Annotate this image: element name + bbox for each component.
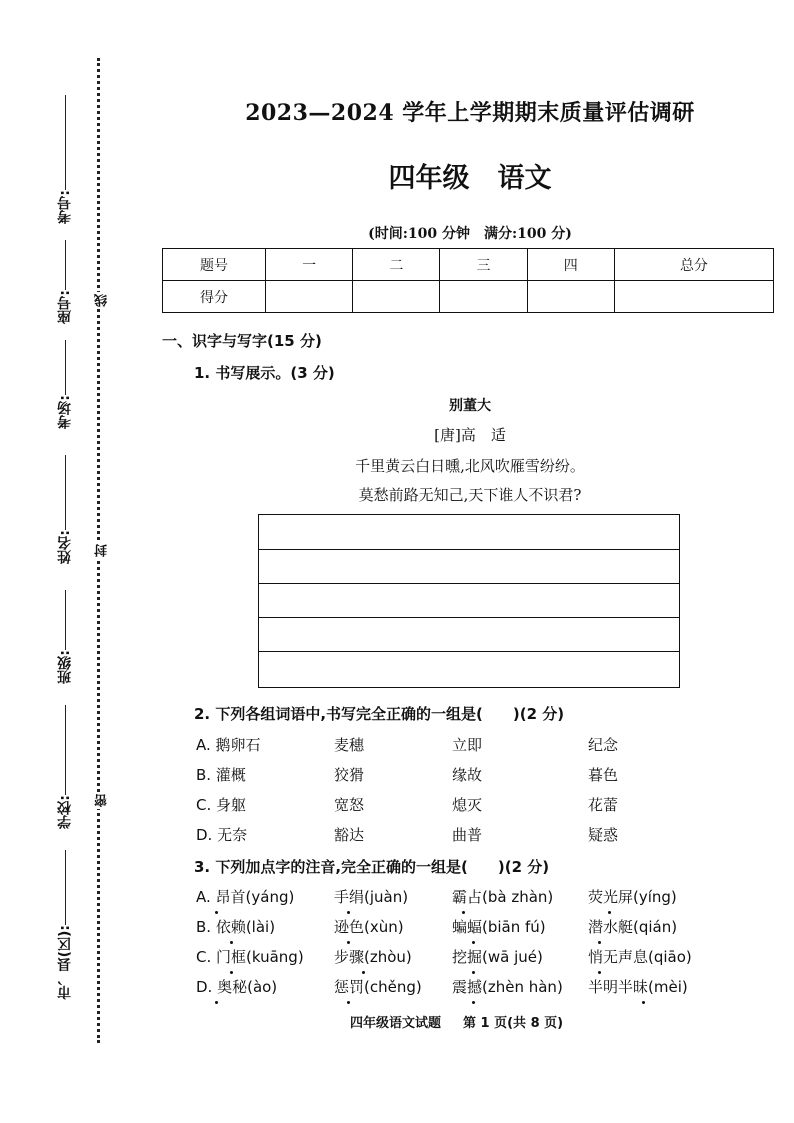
time-info: (时间:100 分钟 满分:100 分) xyxy=(368,226,572,242)
score-header-cell: 二 xyxy=(353,249,440,281)
q3-option-c[interactable] xyxy=(196,946,756,970)
option-word: D. 无奈 xyxy=(196,826,248,844)
cut-word-secret: 密 xyxy=(95,794,110,807)
option-word: D. 奥秘(ào) xyxy=(196,978,278,996)
subject-label: 语文 xyxy=(497,163,552,194)
option-word: 蝙蝠(biān fú) xyxy=(452,918,546,936)
option-word: 步骤(zhòu) xyxy=(334,948,412,966)
option-word: 震撼(zhèn hàn) xyxy=(452,978,563,996)
score-cell[interactable] xyxy=(527,281,614,313)
name-blank[interactable] xyxy=(65,455,66,530)
bind-field-school xyxy=(40,705,90,829)
option-word: 挖掘(wā jué) xyxy=(452,948,543,966)
option-word: B. 依赖(lài) xyxy=(196,918,276,936)
option-word: 缘故 xyxy=(452,766,483,784)
poem-line-1: 千里黄云白日曛,北风吹雁雪纷纷。 xyxy=(355,457,585,475)
score-header-cell: 三 xyxy=(440,249,527,281)
option-word: 花蕾 xyxy=(588,796,619,814)
name-label: 姓名: xyxy=(57,530,73,564)
question-2-prompt: 2. 下列各组词语中,书写完全正确的一组是( )(2 分) xyxy=(194,705,565,723)
option-word: 暮色 xyxy=(588,766,619,784)
score-cell[interactable] xyxy=(266,281,353,313)
q2-option-a[interactable] xyxy=(196,734,756,758)
score-row-label: 得分 xyxy=(163,281,266,313)
footer-paper-name: 四年级语文试题 xyxy=(350,1016,442,1031)
score-header-cell: 一 xyxy=(266,249,353,281)
bind-field-city-county xyxy=(40,850,90,999)
cut-word-line: 线 xyxy=(95,294,110,307)
option-word: 狡猾 xyxy=(334,766,365,784)
exam-subtitle xyxy=(320,156,620,195)
option-word: 疑惑 xyxy=(588,826,619,844)
q2-option-c[interactable] xyxy=(196,794,756,818)
writing-rule xyxy=(259,617,679,618)
exam-number-blank[interactable] xyxy=(65,95,66,190)
section-1-title: 一、识字与写字(15 分) xyxy=(162,332,322,350)
option-word: 豁达 xyxy=(334,826,365,844)
score-table-header-row xyxy=(163,249,774,281)
option-word: 熄灭 xyxy=(452,796,483,814)
bind-field-name xyxy=(40,455,90,564)
score-table xyxy=(162,248,774,313)
handwriting-box[interactable] xyxy=(258,514,680,688)
option-word: 霸占(bà zhàn) xyxy=(452,888,554,906)
option-word: 惩罚(chěng) xyxy=(334,978,422,996)
grade-label: 四年级 xyxy=(388,163,470,194)
writing-rule xyxy=(259,651,679,652)
question-3-prompt: 3. 下列加点字的注音,完全正确的一组是( )(2 分) xyxy=(194,858,550,876)
option-word: 麦穗 xyxy=(334,736,365,754)
seat-number-blank[interactable] xyxy=(65,240,66,290)
writing-rule xyxy=(259,549,679,550)
option-word: A. 鹅卵石 xyxy=(196,736,261,754)
q3-option-b[interactable] xyxy=(196,916,756,940)
footer-page-number: 第 1 页(共 8 页) xyxy=(463,1016,564,1031)
city-county-blank[interactable] xyxy=(65,850,66,925)
bind-field-seat-number xyxy=(40,240,90,324)
bind-field-class xyxy=(40,590,90,684)
exam-room-blank[interactable] xyxy=(65,340,66,395)
option-word: B. 灌概 xyxy=(196,766,246,784)
school-blank[interactable] xyxy=(65,705,66,795)
page-footer xyxy=(350,1012,563,1031)
option-word: C. 门框(kuāng) xyxy=(196,948,304,966)
option-word: 逊色(xùn) xyxy=(334,918,404,936)
exam-number-label: 考号: xyxy=(57,190,73,224)
school-label: 学校: xyxy=(57,795,73,829)
class-label: 班级: xyxy=(57,650,73,684)
score-cell[interactable] xyxy=(353,281,440,313)
option-word: 宽怒 xyxy=(334,796,365,814)
option-word: A. 昂首(yáng) xyxy=(196,888,295,906)
bind-field-exam-room xyxy=(40,340,90,429)
poem-author: [唐]高 适 xyxy=(434,426,506,444)
poem-line-2: 莫愁前路无知己,天下谁人不识君? xyxy=(358,486,582,504)
score-cell[interactable] xyxy=(440,281,527,313)
score-header-cell: 四 xyxy=(527,249,614,281)
option-word: 曲普 xyxy=(452,826,483,844)
option-word: 潜水艇(qián) xyxy=(588,918,678,936)
q2-option-b[interactable] xyxy=(196,764,756,788)
poem-title: 别董大 xyxy=(449,398,491,414)
q3-option-d[interactable] xyxy=(196,976,756,1000)
option-word: 半明半昧(mèi) xyxy=(588,978,688,996)
score-header-cell: 总分 xyxy=(614,249,773,281)
option-word: 手绢(juàn) xyxy=(334,888,409,906)
option-word: 悄无声息(qiāo) xyxy=(588,948,692,966)
option-word: C. 身躯 xyxy=(196,796,247,814)
q2-option-d[interactable] xyxy=(196,824,756,848)
city-county-label: 市、县(区): xyxy=(57,925,73,1000)
option-word: 荧光屏(yíng) xyxy=(588,888,677,906)
bind-field-exam-number xyxy=(40,95,90,224)
question-1-prompt: 1. 书写展示。(3 分) xyxy=(194,364,335,382)
writing-rule xyxy=(259,583,679,584)
q3-option-a[interactable] xyxy=(196,886,756,910)
seat-number-label: 座号: xyxy=(57,290,73,324)
score-table-score-row xyxy=(163,281,774,313)
score-header-cell: 题号 xyxy=(163,249,266,281)
cut-word-seal: 封 xyxy=(95,544,110,557)
option-word: 立即 xyxy=(452,736,483,754)
option-word: 纪念 xyxy=(588,736,619,754)
exam-title: 2023—2024 学年上学期期末质量评估调研 xyxy=(245,100,695,126)
class-blank[interactable] xyxy=(65,590,66,650)
exam-room-label: 考场: xyxy=(57,395,73,429)
score-cell[interactable] xyxy=(614,281,773,313)
